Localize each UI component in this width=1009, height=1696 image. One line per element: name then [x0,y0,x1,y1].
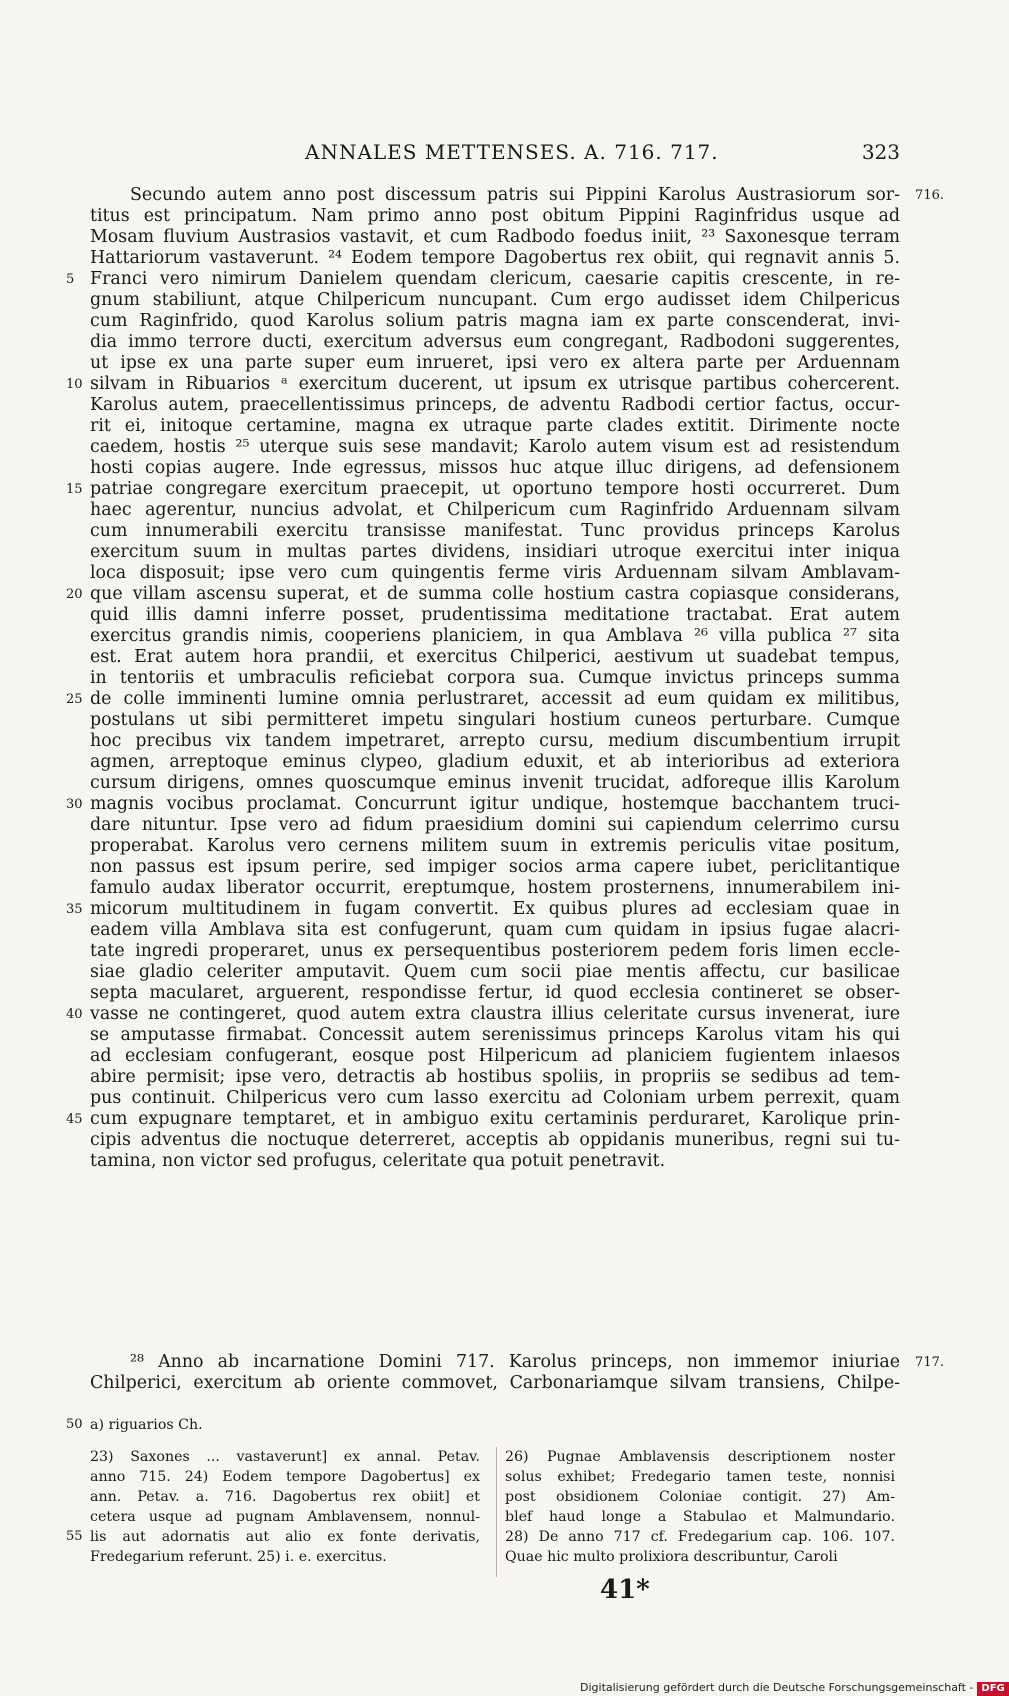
running-header [90,140,900,166]
line-text: Franci vero nimirum Danielem quendam clericum, caesarie capitis crescente, in re- [90,269,900,289]
text-line [90,1025,900,1046]
line-text: agmen, arreptoque eminus clypeo, gladium eduxit, et ab interioribus ad exteriora [90,752,900,772]
line-text: que villam ascensu superat, et de summa colle hostium castra copiasque considerans, [90,584,900,604]
text-line [90,1373,900,1394]
line-text: se amputasse firmabat. Concessit autem serenissimus princeps Karolus vitam his qui [90,1025,900,1045]
line-text: exercitus grandis nimis, cooperiens planiciem, in qua Amblava ²⁶ villa publica ²⁷ sita [90,626,900,646]
line-text: vasse ne contingeret, quod autem extra claustra illius celeritate cursus invenerat, iure [90,1004,900,1024]
text-line [90,710,900,731]
text-line [90,395,900,416]
text-line [90,1487,480,1507]
text-line [90,815,900,836]
text-line [90,962,900,983]
text-line [90,500,900,521]
text-line [90,1507,480,1527]
main-text-block [66,185,944,1172]
text-line [505,1467,895,1487]
line-text: cetera usque ad pugnam Amblavensem, nonnul- [90,1509,480,1525]
text-line [90,416,900,437]
line-text: in tentoriis et umbraculis reficiebat corpora sua. Cumque invictus princeps summa [90,668,900,688]
line-text: cum expugnare temptaret, et in ambiguo exitu certaminis perduraret, Karolique prin- [90,1109,900,1129]
text-line [90,647,900,668]
line-text: gnum stabiliunt, atque Chilpericum nuncupant. Cum ergo audisset idem Chilpericus [90,290,900,310]
text-line [90,857,900,878]
text-line [90,1067,900,1088]
line-text: hoc precibus vix tandem impetraret, arrepto cursu, medium discumbentium irrupit [90,731,900,751]
second-paragraph [90,1352,944,1394]
line-text: Mosam fluvium Austrasios vastavit, et cum Radbodo foedus iniit, ²³ Saxonesque terram [90,227,900,247]
line-number: 45 [66,1112,83,1127]
line-text: micorum multitudinem in fugam convertit. Ex quibus plures ad ecclesiam quae in [90,899,900,919]
line-number: 50 [66,1417,83,1432]
text-line [66,689,900,710]
text-line [66,794,900,815]
text-line [90,311,900,332]
text-line [90,941,900,962]
line-text: Chilperici, exercitum ab oriente commovet, Carbonariamque silvam transiens, Chilpe- [90,1373,900,1393]
line-text: famulo audax liberator occurrit, ereptumque, hostem prosternens, innumerabilem ini- [90,878,900,898]
line-text: caedem, hostis ²⁵ uterque suis sese mandavit; Karolo autem visum est ad resistendum [90,437,900,457]
line-text: blef haud longe a Stabulao et Malmundario. [505,1509,895,1525]
text-line [90,920,900,941]
text-line [90,227,900,248]
text-line [90,1467,480,1487]
text-line [90,1547,480,1567]
line-text: cum Raginfrido, quod Karolus solium patris magna iam ex parte conscenderat, invi- [90,311,900,331]
line-text: silvam in Ribuarios ᵃ exercitum ducerent, ut ipsum ex utrisque partibus cohercerent. [90,374,900,394]
text-line [66,584,900,605]
text-line [90,1130,900,1151]
line-text: Secundo autem anno post discessum patris sui Pippini Karolus Austrasiorum sor- [130,185,900,205]
line-text: magnis vocibus proclamat. Concurrunt igitur undique, hostemque bacchantem truci- [90,794,900,814]
footnotes-right-column [505,1447,895,1567]
text-line [90,668,900,689]
line-text: 28) De anno 717 cf. Fredegarium cap. 106. 107. [505,1529,895,1545]
line-text: cursum dirigens, omnes quoscumque eminus invenit trucidat, adforeque illis Karolum [90,773,900,793]
text-line [90,752,900,773]
line-text: patriae congregare exercitum praecepit, ut oportuno tempore hosti occurreret. Dum [90,479,900,499]
line-number: 30 [66,797,83,812]
text-line [505,1487,895,1507]
footer-text: Digitalisierung gefördert durch die Deutsche Forschungsgemeinschaft - [580,1681,974,1694]
text-line [90,563,900,584]
text-line [90,332,900,353]
line-text: est. Erat autem hora prandii, et exercitus Chilperici, aestivum ut suadebat tempus, [90,647,900,667]
line-text: cum innumerabili exercitu transisse manifestat. Tunc providus princeps Karolus [90,521,900,541]
text-line [90,983,900,1004]
line-text: hosti copias augere. Inde egressus, missos huc atque illuc dirigens, ad defensionem [90,458,900,478]
text-line [90,185,944,206]
line-number: 20 [66,587,83,602]
text-line [505,1447,895,1467]
dfg-logo: DFG [977,1682,1008,1696]
line-text: quid illis damni inferre posset, prudentissima meditatione tractabat. Erat autem [90,605,900,625]
line-number: 55 [66,1529,83,1544]
line-text: ann. Petav. a. 716. Dagobertus rex obiit] et [90,1489,480,1505]
line-text: Fredegarium referunt. 25) i. e. exercitus. [90,1549,387,1565]
text-line [90,1088,900,1109]
text-line [90,836,900,857]
line-text: ad ecclesiam confugerant, eosque post Hilpericum ad planiciem fugientem inlaesos [90,1046,900,1066]
text-line [66,479,900,500]
text-line [90,437,900,458]
line-number: 15 [66,482,83,497]
footnotes [66,1447,900,1597]
line-text: cipis adventus die noctuque deterreret, acceptis ab oppidanis muneribus, regni sui tu- [90,1130,900,1150]
text-line [90,731,900,752]
line-number: 35 [66,902,83,917]
margin-year: 716. [915,188,944,203]
text-line [90,353,900,374]
line-text: Karolus autem, praecellentissimus princeps, de adventu Radbodi certior factus, occur- [90,395,900,415]
margin-year: 717. [915,1355,944,1370]
line-text: ut ipse ex una parte super eum inrueret, ipsi vero ex altera parte per Arduennam [90,353,900,373]
text-line [505,1547,895,1567]
line-text: siae gladio celeriter amputavit. Quem cum socii piae mentis affectu, cur basilicae [90,962,900,982]
critical-footnote [66,1415,490,1435]
text-line [66,374,900,395]
line-text: abire permisit; ipse vero, detractis ab hostibus spoliis, in propriis se sedibus ad tem- [90,1067,900,1087]
text-line [90,542,900,563]
text-line [66,269,900,290]
text-line [90,1151,900,1172]
text-line [90,1447,480,1467]
header-title: ANNALES METTENSES. A. 716. 717. [305,140,719,164]
line-text: septa macularet, arguerent, respondisse fertur, id quod ecclesia contineret se obser- [90,983,900,1003]
line-text: exercitum suum in multas partes dividens, insidiari utroque exercitui inter iniqua [90,542,900,562]
line-text: 23) Saxones ... vastaverunt] ex annal. Petav. [90,1449,480,1465]
line-number: 40 [66,1007,83,1022]
text-line [90,1046,900,1067]
text-line [505,1527,895,1547]
text-line [66,1109,900,1130]
line-text: tate ingredi properaret, unus ex persequentibus posteriorem pedem foris limen eccle- [90,941,900,961]
line-text: postulans ut sibi permitteret impetu singulari hostium cuneos perturbare. Cumque [90,710,900,730]
line-text: loca disposuit; ipse vero cum quingentis ferme viris Arduennam silvam Amblavam- [90,563,900,583]
line-text: non passus est ipsum perire, sed impiger socios arma capere iubet, periclitantique [90,857,900,877]
text-line [90,1352,944,1373]
line-text: anno 715. 24) Eodem tempore Dagobertus] ex [90,1469,480,1485]
line-text: ²⁸ Anno ab incarnatione Domini 717. Karolus princeps, non immemor iniuriae [130,1352,900,1372]
signature-mark: 41* [600,1575,650,1605]
text-line [90,248,900,269]
line-text: lis aut adornatis aut alio ex fonte derivatis, [90,1529,480,1545]
line-text: tamina, non victor sed profugus, celeritate qua potuit penetravit. [90,1151,666,1171]
text-line [90,206,900,227]
line-text: titus est principatum. Nam primo anno post obitum Pippini Raginfridus usque ad [90,206,900,226]
text-line [90,626,900,647]
text-line [66,1004,900,1025]
text-line [505,1507,895,1527]
line-text: eadem villa Amblava sita est confugerunt, quam cum quidam in ipsius fugae alacri- [90,920,900,940]
line-text: de colle imminenti lumine omnia perlustraret, accessit ad eum quidam ex militibus, [90,689,900,709]
line-text: rit ei, initoque certamine, magna ex utraque parte clades extitit. Dirimente nocte [90,416,900,436]
text-line [66,899,900,920]
footnotes-left-column [66,1447,480,1567]
footnote-a-text: a) riguarios Ch. [90,1417,203,1433]
line-text: dare nituntur. Ipse vero ad fidum praesidium domini sui capiendum celerrimo cursu [90,815,900,835]
text-line [90,878,900,899]
text-line [66,1527,480,1547]
line-text: post obsidionem Coloniae contigit. 27) Am- [505,1489,895,1505]
line-text: dia immo terrore ducti, exercitum adversus eum congregant, Radbodoni suggerentes, [90,332,900,352]
line-text: properabat. Karolus vero cernens militem suum in extremis periculis vitae positum, [90,836,900,856]
text-line [90,290,900,311]
line-number: 5 [66,272,75,287]
page-number: 323 [861,140,900,164]
text-line [90,521,900,542]
line-text: 26) Pugnae Amblavensis descriptionem noster [505,1449,895,1465]
line-text: pus continuit. Chilpericus vero cum lasso exercitu ad Coloniam urbem perrexit, quam [90,1088,900,1108]
line-text: solus exhibet; Fredegario tamen teste, nonnisi [505,1469,895,1485]
text-line [90,605,900,626]
text-line [90,773,900,794]
digitization-footer [580,1681,1009,1695]
line-number: 25 [66,692,83,707]
line-number: 10 [66,377,83,392]
text-line [90,458,900,479]
line-text: Quae hic multo prolixiora describuntur, Caroli [505,1549,838,1565]
line-text: Hattariorum vastaverunt. ²⁴ Eodem tempore Dagobertus rex obiit, qui regnavit annis 5. [90,248,900,268]
line-text: haec agerentur, nuncius advolat, et Chilpericum cum Raginfrido Arduennam silvam [90,500,900,520]
